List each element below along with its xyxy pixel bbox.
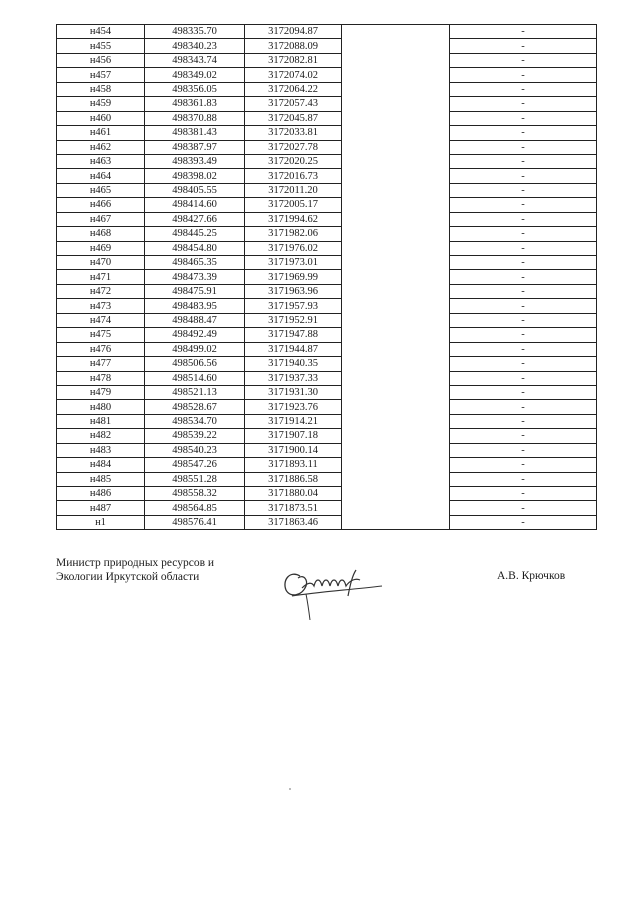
table-cell: 3171900.14 <box>245 443 342 457</box>
table-cell <box>342 25 450 39</box>
table-row <box>57 270 597 284</box>
table-cell: н458 <box>57 82 145 96</box>
table-cell <box>342 39 450 53</box>
table-cell <box>342 501 450 515</box>
table-cell: - <box>450 443 597 457</box>
table-cell: н459 <box>57 97 145 111</box>
table-cell: 498427.66 <box>145 212 245 226</box>
table-cell <box>342 140 450 154</box>
table-cell: 498343.74 <box>145 53 245 67</box>
table-row <box>57 371 597 385</box>
table-row <box>57 111 597 125</box>
table-cell: 3172057.43 <box>245 97 342 111</box>
table-cell: 3172064.22 <box>245 82 342 96</box>
table-row <box>57 241 597 255</box>
table-cell: 3171963.96 <box>245 284 342 298</box>
table-cell: - <box>450 154 597 168</box>
table-cell <box>342 169 450 183</box>
table-cell <box>342 458 450 472</box>
table-cell: 3171923.76 <box>245 400 342 414</box>
table-cell: 498405.55 <box>145 183 245 197</box>
table-cell: - <box>450 328 597 342</box>
table-cell: н479 <box>57 385 145 399</box>
table-cell: н478 <box>57 371 145 385</box>
table-cell: н469 <box>57 241 145 255</box>
table-row <box>57 472 597 486</box>
table-cell <box>342 487 450 501</box>
table-cell: н487 <box>57 501 145 515</box>
table-cell: 3171952.91 <box>245 313 342 327</box>
table-cell <box>342 443 450 457</box>
table-cell <box>342 414 450 428</box>
table-row <box>57 342 597 356</box>
table-row <box>57 357 597 371</box>
table-cell <box>342 68 450 82</box>
table-cell: 3172082.81 <box>245 53 342 67</box>
table-cell: - <box>450 299 597 313</box>
table-cell: 3171893.11 <box>245 458 342 472</box>
table-row <box>57 429 597 443</box>
table-cell <box>342 183 450 197</box>
table-row <box>57 68 597 82</box>
table-cell <box>342 313 450 327</box>
table-cell: н486 <box>57 487 145 501</box>
table-row <box>57 400 597 414</box>
table-cell: н474 <box>57 313 145 327</box>
table-cell: н455 <box>57 39 145 53</box>
table-cell: 498564.85 <box>145 501 245 515</box>
table-cell: 498506.56 <box>145 357 245 371</box>
table-cell: н482 <box>57 429 145 443</box>
table-cell: 498539.22 <box>145 429 245 443</box>
table-cell: - <box>450 342 597 356</box>
table-cell <box>342 342 450 356</box>
table-cell <box>342 198 450 212</box>
table-cell <box>342 53 450 67</box>
table-row <box>57 25 597 39</box>
table-row <box>57 154 597 168</box>
table-cell: 498361.83 <box>145 97 245 111</box>
table-cell: 498445.25 <box>145 227 245 241</box>
table-cell: - <box>450 97 597 111</box>
table-cell <box>342 429 450 443</box>
table-cell: - <box>450 414 597 428</box>
table-cell: - <box>450 284 597 298</box>
table-cell: н463 <box>57 154 145 168</box>
table-cell <box>342 111 450 125</box>
table-cell: - <box>450 429 597 443</box>
table-cell: - <box>450 68 597 82</box>
table-cell <box>342 400 450 414</box>
table-cell: н468 <box>57 227 145 241</box>
table-cell: - <box>450 198 597 212</box>
table-cell: - <box>450 82 597 96</box>
table-cell: - <box>450 140 597 154</box>
table-cell: 498499.02 <box>145 342 245 356</box>
table-cell: - <box>450 515 597 529</box>
table-cell: 498393.49 <box>145 154 245 168</box>
table-row <box>57 53 597 67</box>
table-cell: н475 <box>57 328 145 342</box>
table-cell <box>342 371 450 385</box>
table-cell: н483 <box>57 443 145 457</box>
table-cell <box>342 284 450 298</box>
table-cell: н481 <box>57 414 145 428</box>
table-cell: 498514.60 <box>145 371 245 385</box>
table-row <box>57 169 597 183</box>
table-cell: 498551.28 <box>145 472 245 486</box>
table-cell: - <box>450 183 597 197</box>
table-cell: 3171914.21 <box>245 414 342 428</box>
table-cell: 498483.95 <box>145 299 245 313</box>
table-cell: 3171973.01 <box>245 256 342 270</box>
minister-title <box>56 556 214 584</box>
table-cell <box>342 299 450 313</box>
table-cell: 3171880.04 <box>245 487 342 501</box>
table-cell: - <box>450 458 597 472</box>
table-cell: - <box>450 357 597 371</box>
table-cell: - <box>450 169 597 183</box>
table-cell: 3171931.30 <box>245 385 342 399</box>
coordinates-table-body <box>57 25 597 530</box>
table-cell: н480 <box>57 400 145 414</box>
table-cell <box>342 227 450 241</box>
table-cell: 498370.88 <box>145 111 245 125</box>
table-row <box>57 198 597 212</box>
table-cell <box>342 256 450 270</box>
table-cell: 498340.23 <box>145 39 245 53</box>
table-cell: н454 <box>57 25 145 39</box>
table-cell <box>342 241 450 255</box>
table-cell: 3171863.46 <box>245 515 342 529</box>
table-cell: 3171937.33 <box>245 371 342 385</box>
table-row <box>57 126 597 140</box>
table-cell: н1 <box>57 515 145 529</box>
coordinates-table <box>56 24 597 530</box>
table-cell: 3171940.35 <box>245 357 342 371</box>
table-cell: 3172016.73 <box>245 169 342 183</box>
table-cell <box>342 212 450 226</box>
table-cell: 498465.35 <box>145 256 245 270</box>
table-cell: 498475.91 <box>145 284 245 298</box>
table-cell: - <box>450 371 597 385</box>
table-cell: - <box>450 212 597 226</box>
table-cell: - <box>450 313 597 327</box>
table-cell: 3171994.62 <box>245 212 342 226</box>
table-row <box>57 140 597 154</box>
table-cell: 498534.70 <box>145 414 245 428</box>
table-row <box>57 313 597 327</box>
table-row <box>57 82 597 96</box>
table-cell: н477 <box>57 357 145 371</box>
table-cell: 498398.02 <box>145 169 245 183</box>
table-row <box>57 328 597 342</box>
table-cell: 3171873.51 <box>245 501 342 515</box>
table-cell: н476 <box>57 342 145 356</box>
table-cell: н484 <box>57 458 145 472</box>
minister-title-line-1: Министр природных ресурсов и <box>56 557 215 569</box>
table-cell: н461 <box>57 126 145 140</box>
table-cell: - <box>450 241 597 255</box>
table-cell: 498349.02 <box>145 68 245 82</box>
table-cell: н457 <box>57 68 145 82</box>
table-row <box>57 212 597 226</box>
table-cell <box>342 515 450 529</box>
table-cell: н460 <box>57 111 145 125</box>
table-cell: н462 <box>57 140 145 154</box>
table-cell: н470 <box>57 256 145 270</box>
table-row <box>57 256 597 270</box>
table-cell: - <box>450 400 597 414</box>
table-cell: 3172074.02 <box>245 68 342 82</box>
table-cell: - <box>450 256 597 270</box>
table-cell: 3172005.17 <box>245 198 342 212</box>
table-cell: 498576.41 <box>145 515 245 529</box>
table-cell: н472 <box>57 284 145 298</box>
table-cell: 498547.26 <box>145 458 245 472</box>
table-cell: - <box>450 472 597 486</box>
table-cell: н467 <box>57 212 145 226</box>
table-row <box>57 97 597 111</box>
table-cell: 498528.67 <box>145 400 245 414</box>
table-row <box>57 515 597 529</box>
table-cell: 498473.39 <box>145 270 245 284</box>
table-cell: 3172011.20 <box>245 183 342 197</box>
table-cell: 498558.32 <box>145 487 245 501</box>
table-cell: 498488.47 <box>145 313 245 327</box>
table-cell: 498492.49 <box>145 328 245 342</box>
table-cell: 3172027.78 <box>245 140 342 154</box>
scan-speck <box>289 788 291 790</box>
table-row <box>57 443 597 457</box>
table-row <box>57 183 597 197</box>
table-cell <box>342 385 450 399</box>
table-cell: - <box>450 270 597 284</box>
table-row <box>57 284 597 298</box>
table-cell <box>342 357 450 371</box>
table-cell: н466 <box>57 198 145 212</box>
minister-title-line-2: Экологии Иркутской области <box>56 571 200 583</box>
table-cell: 3171976.02 <box>245 241 342 255</box>
table-cell: 3171886.58 <box>245 472 342 486</box>
signer-name: А.В. Крючков <box>497 570 566 582</box>
table-cell: - <box>450 487 597 501</box>
table-row <box>57 414 597 428</box>
table-cell: - <box>450 53 597 67</box>
table-cell: - <box>450 227 597 241</box>
table-row <box>57 227 597 241</box>
table-cell: - <box>450 501 597 515</box>
table-cell: 498540.23 <box>145 443 245 457</box>
table-cell <box>342 82 450 96</box>
table-cell: 3172033.81 <box>245 126 342 140</box>
table-cell: - <box>450 39 597 53</box>
table-cell: 3171982.06 <box>245 227 342 241</box>
table-cell: 498335.70 <box>145 25 245 39</box>
table-cell: 3171907.18 <box>245 429 342 443</box>
table-cell: 498387.97 <box>145 140 245 154</box>
table-row <box>57 299 597 313</box>
table-cell <box>342 270 450 284</box>
table-row <box>57 39 597 53</box>
table-row <box>57 458 597 472</box>
table-cell: 3172020.25 <box>245 154 342 168</box>
table-cell: 3172045.87 <box>245 111 342 125</box>
table-cell: 3171957.93 <box>245 299 342 313</box>
handwritten-signature <box>278 556 388 627</box>
table-cell: 498356.05 <box>145 82 245 96</box>
table-cell: н485 <box>57 472 145 486</box>
table-cell <box>342 97 450 111</box>
table-cell <box>342 126 450 140</box>
table-cell <box>342 472 450 486</box>
table-cell: - <box>450 126 597 140</box>
table-cell: 3171969.99 <box>245 270 342 284</box>
table-row <box>57 501 597 515</box>
table-cell: н464 <box>57 169 145 183</box>
table-cell: 3172094.87 <box>245 25 342 39</box>
table-cell <box>342 154 450 168</box>
table-cell <box>342 328 450 342</box>
table-cell: н473 <box>57 299 145 313</box>
table-cell: 3171944.87 <box>245 342 342 356</box>
table-cell: н471 <box>57 270 145 284</box>
table-cell: 3171947.88 <box>245 328 342 342</box>
table-cell: - <box>450 385 597 399</box>
table-cell: - <box>450 111 597 125</box>
table-cell: 498454.80 <box>145 241 245 255</box>
table-cell: 498521.13 <box>145 385 245 399</box>
table-cell: - <box>450 25 597 39</box>
table-row <box>57 487 597 501</box>
table-cell: н456 <box>57 53 145 67</box>
table-cell: 498381.43 <box>145 126 245 140</box>
table-cell: 3172088.09 <box>245 39 342 53</box>
table-row <box>57 385 597 399</box>
table-cell: н465 <box>57 183 145 197</box>
table-cell: 498414.60 <box>145 198 245 212</box>
